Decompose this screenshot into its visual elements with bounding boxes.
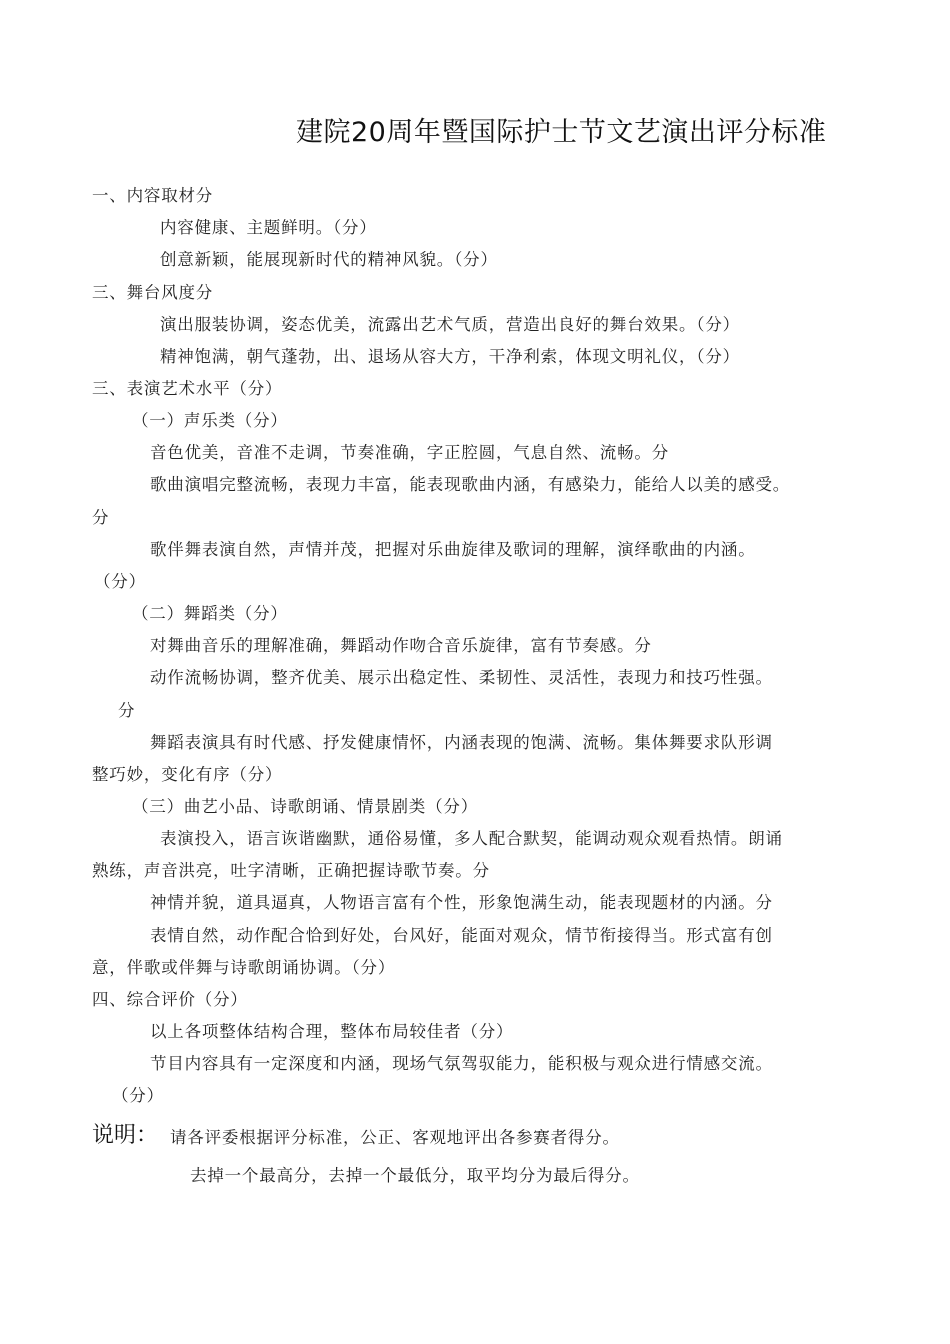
criterion-continuation: （分）: [94, 572, 146, 591]
criterion-line: 歌曲演唱完整流畅，表现力丰富，能表现歌曲内涵，有感染力，能给人以美的感受。: [150, 475, 791, 494]
criterion-line: 表演投入，语言诙谐幽默，通俗易懂，多人配合默契，能调动观众观看热情。朗诵: [160, 829, 783, 848]
note-line-1: 请各评委根据评分标准，公正、客观地评出各参赛者得分。: [170, 1128, 620, 1147]
criterion-line: 歌伴舞表演自然，声情并茂，把握对乐曲旋律及歌词的理解，演绎歌曲的内涵。: [150, 540, 756, 559]
criterion-line: 精神饱满，朝气蓬勃，出、退场从容大方，干净利索，体现文明礼仪，（分）: [160, 347, 740, 366]
criterion-continuation: 分: [92, 508, 110, 527]
section-heading-stage: 三、舞台风度分: [92, 283, 214, 302]
criterion-line: 节目内容具有一定深度和内涵，现场气氛驾驭能力，能积极与观众进行情感交流。: [150, 1054, 773, 1073]
criterion-line: 动作流畅协调，整齐优美、展示出稳定性、柔韧性、灵活性，表现力和技巧性强。: [150, 668, 773, 687]
section-heading-content: 一、内容取材分: [92, 186, 214, 205]
criterion-continuation: 分: [118, 701, 136, 720]
subsection-heading-dance: （二）舞蹈类（分）: [132, 604, 288, 623]
criterion-line: 舞蹈表演具有时代感、抒发健康情怀，内涵表现的饱满、流畅。集体舞要求队形调: [150, 733, 773, 752]
note-label: 说明：: [92, 1123, 159, 1148]
criterion-line: 神情并貌，道具逼真，人物语言富有个性，形象饱满生动，能表现题材的内涵。分: [150, 893, 773, 912]
section-heading-overall: 四、综合评价（分）: [92, 990, 248, 1009]
criterion-continuation: 意，伴歌或伴舞与诗歌朗诵协调。（分）: [92, 958, 396, 977]
criterion-line: 以上各项整体结构合理，整体布局较佳者（分）: [150, 1022, 514, 1041]
subsection-heading-quyi: （三）曲艺小品、诗歌朗诵、情景剧类（分）: [132, 797, 478, 816]
criterion-line: 演出服装协调，姿态优美，流露出艺术气质，营造出良好的舞台效果。（分）: [160, 315, 740, 334]
criterion-continuation: 整巧妙，变化有序（分）: [92, 765, 283, 784]
criterion-continuation: 熟练，声音洪亮，吐字清晰，正确把握诗歌节奏。分: [92, 861, 490, 880]
criterion-line: 对舞曲音乐的理解准确，舞蹈动作吻合音乐旋律，富有节奏感。分: [150, 636, 652, 655]
document-title: 建院20周年暨国际护士节文艺演出评分标准: [296, 117, 827, 148]
criterion-line: 音色优美，音准不走调，节奏准确，字正腔圆，气息自然、流畅。分: [150, 443, 669, 462]
section-heading-performance: 三、表演艺术水平（分）: [92, 379, 283, 398]
criterion-line: 内容健康、主题鲜明。（分）: [160, 218, 377, 237]
criterion-line: 表情自然，动作配合恰到好处，台风好，能面对观众，情节衔接得当。形式富有创: [150, 926, 773, 945]
criterion-line: 创意新颖，能展现新时代的精神风貌。（分）: [160, 250, 498, 269]
criterion-continuation: （分）: [112, 1086, 164, 1105]
subsection-heading-vocal: （一）声乐类（分）: [132, 411, 288, 430]
note-line-2: 去掉一个最高分，去掉一个最低分，取平均分为最后得分。: [190, 1166, 640, 1185]
